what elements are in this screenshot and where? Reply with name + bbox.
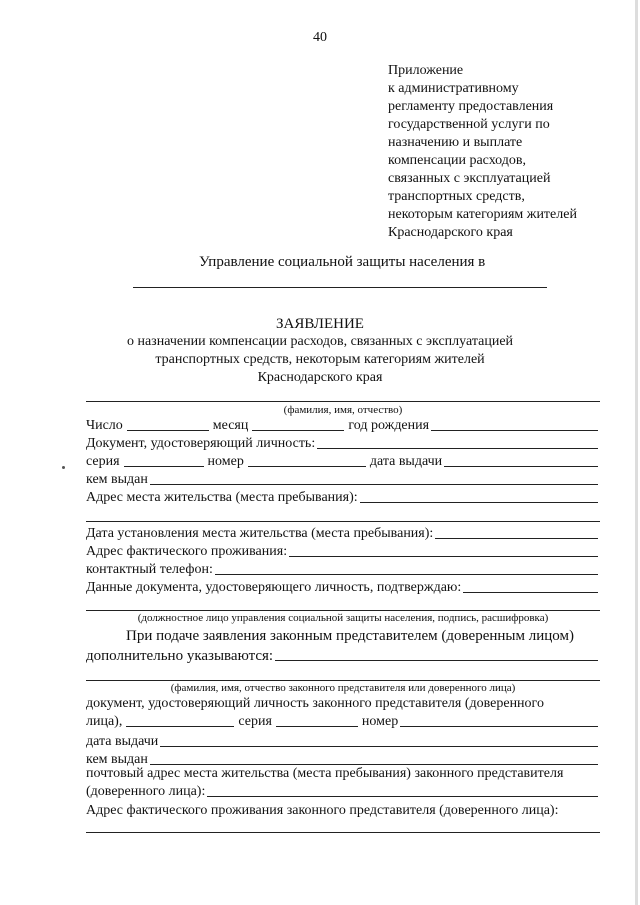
appendix-line: компенсации расходов, bbox=[388, 153, 526, 168]
fio-caption: (фамилия, имя, отчество) bbox=[283, 404, 403, 416]
appendix-line: Краснодарского края bbox=[388, 225, 513, 240]
month-field[interactable] bbox=[252, 430, 344, 431]
series-row bbox=[86, 454, 600, 470]
id-doc-field[interactable] bbox=[317, 448, 598, 449]
addressee: Управление социальной защиты населения в bbox=[199, 254, 486, 270]
appendix-line: назначению и выплате bbox=[388, 135, 523, 150]
id-confirm-field[interactable] bbox=[463, 592, 598, 593]
id-doc-label: Документ, удостоверяющий личность: bbox=[86, 436, 316, 451]
series-field[interactable] bbox=[124, 466, 204, 467]
appendix-line: некоторым категориям жителей bbox=[388, 207, 577, 222]
rep-issue-date-label: дата выдачи bbox=[86, 734, 159, 749]
number-field[interactable] bbox=[248, 466, 366, 467]
residence-date-field[interactable] bbox=[435, 538, 598, 539]
official-line[interactable] bbox=[86, 610, 600, 611]
actual-address-row bbox=[86, 544, 600, 560]
subtitle-line: о назначении компенсации расходов, связанных с эксплуатацией bbox=[126, 334, 514, 349]
number-label: номер bbox=[207, 454, 244, 469]
subtitle-line: транспортных средств, некоторым категориям жителей bbox=[155, 352, 485, 367]
appendix-line: транспортных средств, bbox=[388, 189, 525, 204]
issued-by-label: кем выдан bbox=[86, 472, 148, 487]
rep-intro-label: дополнительно указываются: bbox=[86, 648, 274, 664]
rep-number-field[interactable] bbox=[400, 726, 598, 727]
rep-series-field[interactable] bbox=[276, 726, 358, 727]
rep-doc-label-end: лица), bbox=[86, 714, 123, 729]
rep-postal-label: почтовый адрес места жительства (места пребывания) законного представителя bbox=[86, 766, 564, 781]
birth-year-label: год рождения bbox=[348, 418, 430, 433]
addressee-line[interactable] bbox=[133, 287, 547, 288]
residence-label: Адрес места жительства (места пребывания): bbox=[86, 490, 358, 505]
rep-intro-field[interactable] bbox=[275, 660, 598, 661]
rep-issue-date-row bbox=[86, 734, 600, 750]
rep-postal-label-end: (доверенного лица): bbox=[86, 784, 206, 799]
actual-address-label: Адрес фактического проживания: bbox=[86, 544, 288, 559]
scan-speck bbox=[62, 466, 65, 469]
birth-row bbox=[86, 418, 600, 434]
day-field[interactable] bbox=[127, 430, 209, 431]
rep-fio-line[interactable] bbox=[86, 680, 600, 681]
residence-date-label: Дата установления места жительства (места пребывания): bbox=[86, 526, 434, 541]
issued-by-row bbox=[86, 472, 600, 488]
residence-row bbox=[86, 490, 600, 506]
rep-doc-field[interactable] bbox=[126, 726, 234, 727]
page-number: 40 bbox=[313, 30, 327, 45]
residence-line-2[interactable] bbox=[86, 521, 600, 522]
id-confirm-label: Данные документа, удостоверяющего личность, подтверждаю: bbox=[86, 580, 462, 595]
rep-postal-row bbox=[86, 784, 600, 800]
rep-intro-line: При подаче заявления законным представителем (доверенным лицом) bbox=[126, 628, 574, 644]
rep-series-row bbox=[86, 714, 600, 730]
appendix-block bbox=[388, 62, 628, 242]
rep-number-label: номер bbox=[361, 714, 399, 729]
rep-fio-caption: (фамилия, имя, отчество законного представителя или доверенного лица) bbox=[170, 682, 516, 694]
issued-by-field[interactable] bbox=[150, 484, 598, 485]
scan-edge bbox=[635, 0, 638, 905]
residence-date-row bbox=[86, 526, 600, 542]
rep-actual-address-line[interactable] bbox=[86, 832, 600, 833]
rep-postal-field[interactable] bbox=[207, 796, 598, 797]
residence-field[interactable] bbox=[360, 502, 598, 503]
actual-address-field[interactable] bbox=[289, 556, 598, 557]
official-caption: (должностное лицо управления социальной защиты населения, подпись, расшифровка) bbox=[137, 612, 549, 624]
rep-doc-label: документ, удостоверяющий личность законного представителя (доверенного bbox=[86, 696, 544, 711]
appendix-line: государственной услуги по bbox=[388, 117, 550, 132]
day-label: Число bbox=[86, 418, 123, 433]
id-doc-row bbox=[86, 436, 600, 452]
appendix-line: регламенту предоставления bbox=[388, 99, 554, 114]
appendix-line: к административному bbox=[388, 81, 519, 96]
rep-series-label: серия bbox=[238, 714, 272, 729]
appendix-line: связанных с эксплуатацией bbox=[388, 171, 551, 186]
rep-issued-by-label: кем выдан bbox=[86, 752, 148, 767]
month-label: месяц bbox=[212, 418, 249, 433]
fio-line[interactable] bbox=[86, 401, 600, 402]
document-title: ЗАЯВЛЕНИЕ bbox=[276, 316, 364, 332]
phone-row bbox=[86, 562, 600, 578]
issue-date-field[interactable] bbox=[444, 466, 598, 467]
id-confirm-row bbox=[86, 580, 600, 596]
phone-field[interactable] bbox=[215, 574, 598, 575]
series-label: серия bbox=[86, 454, 120, 469]
rep-intro-row bbox=[86, 648, 600, 664]
rep-issued-by-field[interactable] bbox=[150, 764, 598, 765]
phone-label: контактный телефон: bbox=[86, 562, 213, 577]
subtitle-line: Краснодарского края bbox=[257, 370, 383, 385]
rep-actual-address-label: Адрес фактического проживания законного представителя (доверенного лица): bbox=[86, 803, 559, 818]
rep-issue-date-field[interactable] bbox=[160, 746, 598, 747]
issue-date-label: дата выдачи bbox=[369, 454, 443, 469]
birth-year-field[interactable] bbox=[431, 430, 598, 431]
appendix-line: Приложение bbox=[388, 63, 464, 78]
